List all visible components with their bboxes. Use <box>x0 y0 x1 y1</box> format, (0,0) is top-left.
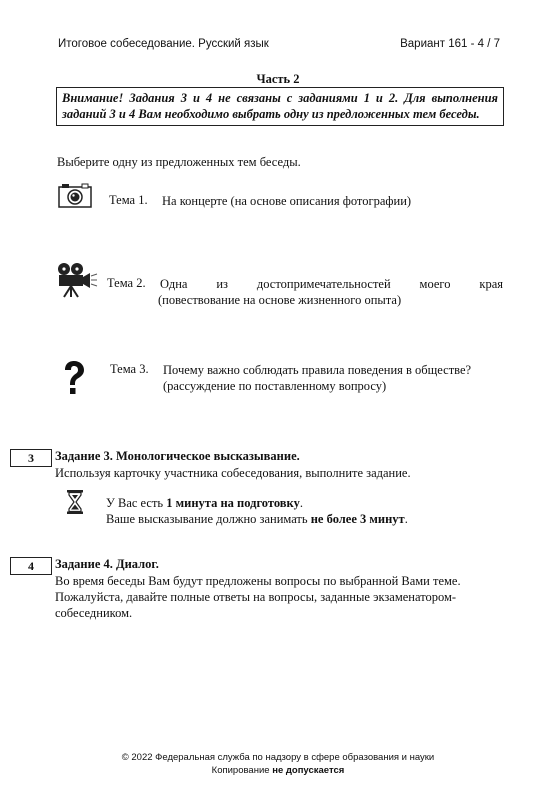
header-variant: Вариант 161 - 4 / 7 <box>400 38 500 50</box>
limit-bold: не более 3 минут <box>310 512 405 526</box>
task-3-title: Задание 3. Монологическое высказывание. <box>55 449 300 463</box>
task-4-line3: собеседником. <box>55 606 133 620</box>
camera-icon <box>58 182 92 208</box>
limit-suffix: . <box>404 512 408 526</box>
prep-prefix: У Вас есть <box>106 496 167 510</box>
topic-3-line1: Почему важно соблюдать правила поведения в обществе? <box>163 363 472 377</box>
topic-2-number: Тема 2. <box>107 276 146 290</box>
task-3-text: Используя карточку участника собеседования, выполните задание. <box>55 466 411 480</box>
part-title: Часть 2 <box>256 72 300 86</box>
footer-copyright: © 2022 Федеральная служба по надзору в сфере образования и науки <box>121 752 435 763</box>
task-4-line2: Пожалуйста, давайте полные ответы на вопросы, заданные экзаменатором- <box>55 590 457 604</box>
topic-2-word: достопримечательностей <box>256 277 391 291</box>
topic-2-word: моего <box>419 277 451 291</box>
topic-2-word: из <box>216 277 228 291</box>
prep-suffix: . <box>299 496 303 510</box>
topic-1-text: На концерте (на основе описания фотографии) <box>162 194 412 208</box>
question-mark-icon <box>62 360 86 396</box>
task-4-title: Задание 4. Диалог. <box>55 557 159 571</box>
topic-3-number: Тема 3. <box>110 362 149 376</box>
task-3-limit-line <box>106 511 408 527</box>
task-4-line1: Во время беседы Вам будут предложены вопросы по выбранной Вами теме. <box>55 574 461 588</box>
topic-2-line1 <box>160 276 503 292</box>
topic-3-line2: (рассуждение по поставленному вопросу) <box>163 379 387 393</box>
task-3-number-box: 3 <box>10 449 52 467</box>
choose-topic-text: Выберите одну из предложенных тем беседы. <box>57 155 301 169</box>
prep-bold: 1 минута на подготовку <box>166 496 300 510</box>
task-3-prep-line <box>106 495 303 511</box>
topic-2-word: края <box>479 277 503 291</box>
hourglass-icon <box>66 489 84 515</box>
header-title: Итоговое собеседование. Русский язык <box>58 38 269 50</box>
topic-1-number: Тема 1. <box>109 193 148 207</box>
topic-2-line2: (повествование на основе жизненного опыта) <box>158 293 402 307</box>
topic-2-word: Одна <box>160 277 188 291</box>
limit-prefix: Ваше высказывание должно занимать <box>106 512 311 526</box>
film-projector-icon <box>54 262 98 298</box>
task-4-number-box: 4 <box>10 557 52 575</box>
footer-copy-notice <box>0 765 556 776</box>
footer-copy-prefix: Копирование <box>211 765 273 776</box>
footer-copy-bold: не допускается <box>272 765 345 776</box>
attention-box: Внимание! Задания 3 и 4 не связаны с заданиями 1 и 2. Для выполнения заданий 3 и 4 Вам необходимо выбрать одну из предложенных тем беседы. <box>56 87 504 126</box>
